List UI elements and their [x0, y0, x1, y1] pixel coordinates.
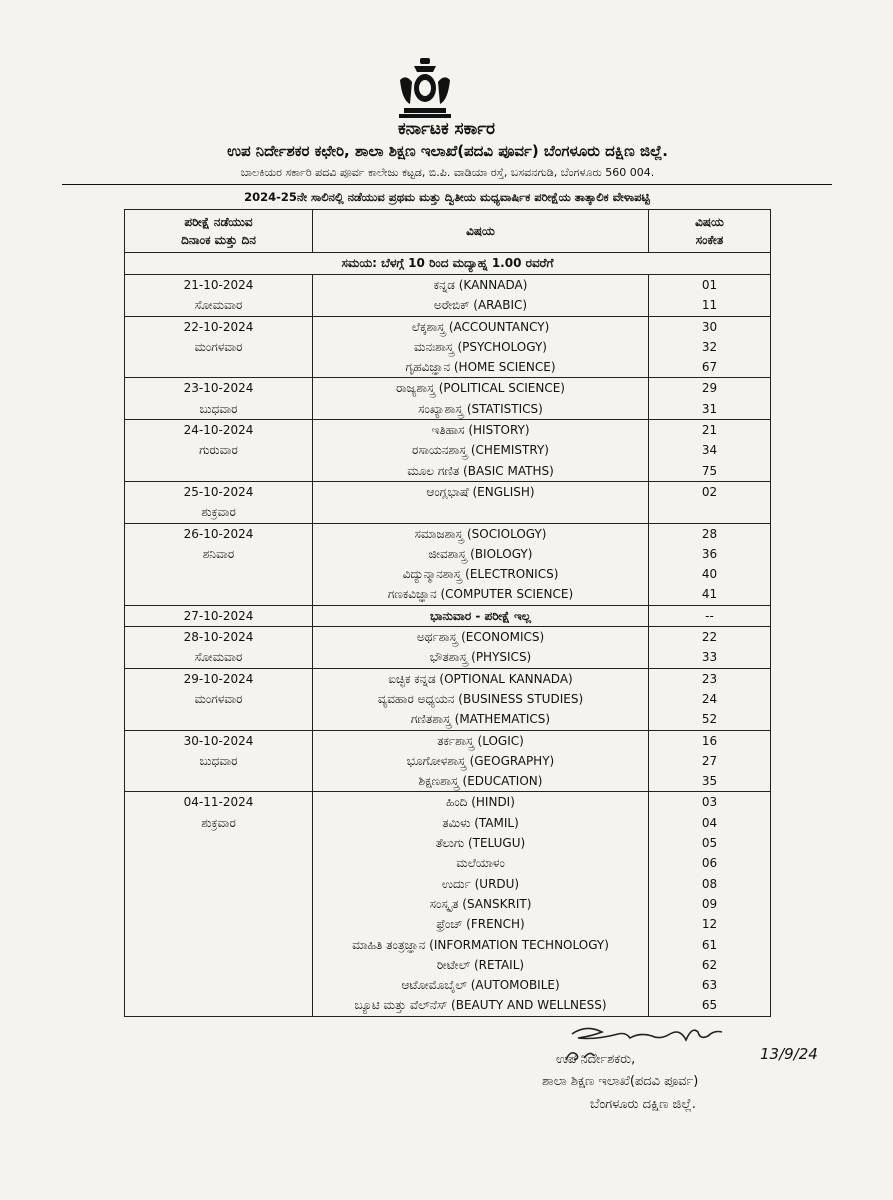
exam-date-cell [125, 316, 313, 378]
government-title: ಕರ್ನಾಟಕ ಸರ್ಕಾರ [397, 119, 496, 139]
subject-code: 08 [701, 876, 718, 891]
table-row [125, 792, 771, 1016]
subject-name: ಮಾಹಿತಿ ತಂತ್ರಜ್ಞಾನ (INFORMATION TECHNOLOGY) [352, 937, 609, 952]
subject-codes-cell [649, 275, 771, 317]
subject-code: 22 [701, 630, 718, 645]
exam-date: 29-10-2024 [183, 671, 254, 686]
subject-codes-cell [649, 627, 771, 669]
code-header-line2: ಸಂಕೇತ [695, 233, 724, 247]
exam-timing: ಸಮಯ: ಬೆಳಗ್ಗೆ 10 ರಿಂದ ಮದ್ಯಾಹ್ನ 1.00 ರವರೆಗೆ [125, 253, 771, 275]
exam-date-cell [125, 730, 313, 792]
exam-day: ಶನಿವಾರ [202, 546, 235, 561]
subject-column-header: ವಿಷಯ [313, 210, 649, 253]
subject-codes-cell [649, 378, 771, 420]
exam-day: ಶುಕ್ರವಾರ [201, 505, 236, 520]
exam-date-cell [125, 420, 313, 482]
exam-date-cell [125, 792, 313, 1016]
subject-code: 06 [701, 856, 718, 871]
subject-code: 01 [701, 278, 718, 292]
subject-code: 04 [701, 815, 718, 830]
subjects-cell [313, 792, 649, 1016]
subject-code: 61 [701, 937, 718, 952]
subject-code: 02 [701, 484, 718, 499]
subject-name: ಅರೇಬಿಕ್ (ARABIC) [433, 298, 528, 313]
exam-date-cell [125, 523, 313, 605]
subject-codes-cell [649, 316, 771, 378]
holiday-note: ಭಾನುವಾರ - ಪರೀಕ್ಷೆ ಇಲ್ಲ [430, 608, 531, 623]
exam-day: ಗುರುವಾರ [199, 443, 238, 458]
exam-day: ಬುಧವಾರ [199, 753, 238, 768]
exam-date: 23-10-2024 [183, 381, 254, 396]
subject-name: ಶಿಕ್ಷಣಶಾಸ್ತ್ರ (EDUCATION) [418, 774, 543, 789]
exam-day: ಮಂಗಳವಾರ [194, 691, 243, 706]
subject-code: 75 [701, 463, 718, 478]
subject-name: ಹಿಂದಿ (HINDI) [446, 795, 515, 810]
table-row [125, 378, 771, 420]
subjects-cell [313, 481, 649, 523]
subject-name: ವಿದ್ಯುನ್ಮಾನಶಾಸ್ತ್ರ (ELECTRONICS) [402, 567, 559, 582]
timing-row [125, 253, 771, 275]
subject-codes-cell [649, 792, 771, 1016]
subject-code: 23 [701, 671, 718, 686]
exam-date: 21-10-2024 [183, 278, 254, 292]
table-row [125, 605, 771, 626]
exam-date: 04-11-2024 [183, 795, 254, 810]
exam-date-cell [125, 627, 313, 669]
header-divider [62, 184, 832, 185]
table-header-row [125, 210, 771, 253]
signatory-designation: ಉಪ ನಿರ್ದೇಶಕರು, [556, 1052, 636, 1067]
exam-date: 25-10-2024 [183, 484, 254, 499]
signatory-department: ಶಾಲಾ ಶಿಕ್ಷಣ ಇಲಾಖೆ(ಪದವಿ ಪೂರ್ವ) [542, 1074, 699, 1089]
exam-day: ಸೋಮವಾರ [194, 650, 243, 665]
exam-date: 27-10-2024 [183, 608, 254, 623]
subject-name: ತೆಲುಗು (TELUGU) [435, 836, 526, 851]
subject-name: ಮಲೆಯಾಳಂ [456, 856, 505, 871]
exam-date-cell [125, 668, 313, 730]
subject-code: 24 [701, 691, 718, 706]
subject-codes-cell [649, 481, 771, 523]
subject-name: ಉರ್ದು (URDU) [441, 876, 520, 891]
subject-name: ಭೌತಶಾಸ್ತ್ರ (PHYSICS) [429, 650, 532, 665]
subject-code: 40 [701, 567, 718, 582]
exam-date: 24-10-2024 [183, 423, 254, 438]
exam-day: ಬುಧವಾರ [199, 401, 238, 416]
code-column-header [649, 210, 771, 253]
subject-name: ಇತಿಹಾಸ (HISTORY) [431, 423, 530, 438]
subject-name: ವ್ಯವಹಾರ ಅಧ್ಯಯನ (BUSINESS STUDIES) [377, 691, 584, 706]
exam-date-cell [125, 481, 313, 523]
subject-code: 30 [701, 319, 718, 334]
subject-name: ಲೆಕ್ಕಶಾಸ್ತ್ರ (ACCOUNTANCY) [411, 319, 550, 334]
table-row [125, 668, 771, 730]
subject-code: 34 [701, 443, 718, 458]
subject-code: 16 [701, 733, 718, 748]
subject-code: 27 [701, 753, 718, 768]
state-emblem-icon [396, 58, 454, 120]
exam-day: ಸೋಮವಾರ [194, 298, 243, 313]
table-row [125, 730, 771, 792]
exam-timetable [124, 209, 771, 1017]
subject-name: ಆಟೋಮೊಬೈಲ್ (AUTOMOBILE) [401, 978, 560, 993]
exam-date-cell [125, 378, 313, 420]
code-header-line1: ವಿಷಯ [695, 215, 724, 229]
subject-name: ಗಣಿತಶಾಸ್ತ್ರ (MATHEMATICS) [410, 712, 551, 727]
table-row [125, 420, 771, 482]
subject-name: ಸಮಾಜಶಾಸ್ತ್ರ (SOCIOLOGY) [414, 526, 547, 541]
subjects-cell [313, 668, 649, 730]
date-column-header [125, 210, 313, 253]
subject-code: 09 [701, 896, 718, 911]
subject-name: ಫ್ರೆಂಚ್ (FRENCH) [436, 917, 525, 932]
subject-code: 28 [701, 526, 718, 541]
subject-name: ರಸಾಯನಶಾಸ್ತ್ರ (CHEMISTRY) [412, 443, 549, 458]
office-title: ಉಪ ನಿರ್ದೇಶಕರ ಕಛೇರಿ, ಶಾಲಾ ಶಿಕ್ಷಣ ಇಲಾಖೆ(ಪದವಿ ಪೂರ್ವ) ಬೆಂಗಳೂರು ದಕ್ಷಿಣ ಜಿಲ್ಲೆ. [227, 142, 668, 160]
table-row [125, 275, 771, 317]
subject-codes-cell [649, 730, 771, 792]
subject-name: ತರ್ಕಶಾಸ್ತ್ರ (LOGIC) [437, 733, 524, 748]
subject-name: ರೀಟೇಲ್ (RETAIL) [436, 957, 525, 972]
subjects-cell [313, 378, 649, 420]
date-header-line1: ಪರೀಕ್ಷೆ ನಡೆಯುವ [184, 215, 253, 229]
subject-code: 21 [701, 423, 718, 438]
subject-name: ಆಂಗ್ಲಭಾಷೆ (ENGLISH) [426, 484, 535, 499]
subject-code: 52 [701, 712, 718, 727]
subject-name: ಕನ್ನಡ (KANNADA) [433, 278, 528, 292]
subject-code: 12 [701, 917, 718, 932]
subject-codes-cell [649, 605, 771, 626]
subject-code: 65 [701, 998, 718, 1013]
subjects-cell [313, 275, 649, 317]
subject-name: ಮನಃಶಾಸ್ತ್ರ (PSYCHOLOGY) [414, 339, 547, 354]
subject-code: 03 [701, 795, 718, 810]
office-address: ಬಾಲಕಿಯರ ಸರ್ಕಾರಿ ಪದವಿ ಪೂರ್ವ ಕಾಲೇಜು ಕಟ್ಟಡ, ಬಿ.ಪಿ. ವಾಡಿಯಾ ರಸ್ತೆ, ಬಸವನಗುಡಿ, ಬೆಂಗಳೂರು 560 004. [240, 166, 655, 179]
notice-title: 2024-25ನೇ ಸಾಲಿನಲ್ಲಿ ನಡೆಯುವ ಪ್ರಥಮ ಮತ್ತು ದ್ವಿತೀಯ ಮಧ್ಯವಾರ್ಷಿಕ ಪರೀಕ್ಷೆಯ ತಾತ್ಕಾಲಿಕ ವೇಳಾಪಟ್ಟಿ [244, 190, 650, 204]
subject-code: 05 [701, 836, 718, 851]
subjects-cell [313, 605, 649, 626]
table-row [125, 523, 771, 605]
subject-name: ಮೂಲ ಗಣಿತ (BASIC MATHS) [407, 463, 554, 478]
subject-code: 63 [701, 978, 718, 993]
exam-date: 30-10-2024 [183, 733, 254, 748]
subject-code: -- [705, 608, 714, 623]
exam-date-cell [125, 275, 313, 317]
subject-code: 35 [701, 774, 718, 789]
subject-name: ಸಂಸ್ಕೃತ (SANSKRIT) [429, 896, 532, 911]
subject-code: 31 [701, 401, 718, 416]
subject-name: ಭೂಗೋಳಶಾಸ್ತ್ರ (GEOGRAPHY) [406, 753, 555, 768]
subject-name: ಐಚ್ಛಿಕ ಕನ್ನಡ (OPTIONAL KANNADA) [388, 671, 573, 686]
table-row [125, 481, 771, 523]
subject-code: 32 [701, 339, 718, 354]
subject-name: ಜೀವಶಾಸ್ತ್ರ (BIOLOGY) [428, 546, 533, 561]
exam-date: 22-10-2024 [183, 319, 254, 334]
signatory-district: ಬೆಂಗಳೂರು ದಕ್ಷಿಣ ಜಿಲ್ಲೆ. [590, 1097, 696, 1112]
subject-name: ರಾಜ್ಯಶಾಸ್ತ್ರ (POLITICAL SCIENCE) [396, 381, 565, 396]
signature-date: 13/9/24 [760, 1045, 818, 1063]
date-header-line2: ದಿನಾಂಕ ಮತ್ತು ದಿನ [181, 233, 256, 247]
subjects-cell [313, 627, 649, 669]
exam-date-cell [125, 605, 313, 626]
exam-day: ಮಂಗಳವಾರ [194, 339, 243, 354]
subject-code: 36 [701, 546, 718, 561]
subjects-cell [313, 730, 649, 792]
subject-code: 33 [701, 650, 718, 665]
subject-codes-cell [649, 668, 771, 730]
subject-codes-cell [649, 420, 771, 482]
exam-date: 28-10-2024 [183, 630, 254, 645]
subject-code: 29 [701, 381, 718, 396]
subject-code: 67 [701, 360, 718, 375]
table-row [125, 627, 771, 669]
exam-day: ಶುಕ್ರವಾರ [201, 815, 236, 830]
subjects-cell [313, 523, 649, 605]
subjects-cell [313, 316, 649, 378]
subjects-cell [313, 420, 649, 482]
subject-name: ಸಂಖ್ಯಾಶಾಸ್ತ್ರ (STATISTICS) [418, 401, 543, 416]
subject-code: 11 [701, 298, 718, 313]
subject-name: ತಮಿಳು (TAMIL) [442, 815, 519, 830]
exam-date: 26-10-2024 [183, 526, 254, 541]
table-row [125, 316, 771, 378]
subject-codes-cell [649, 523, 771, 605]
subject-name: ಗೃಹವಿಜ್ಞಾನ (HOME SCIENCE) [405, 360, 556, 375]
subject-code: 62 [701, 957, 718, 972]
subject-code: 41 [701, 587, 718, 602]
subject-name: ಗಣಕವಿಜ್ಞಾನ (COMPUTER SCIENCE) [387, 587, 574, 602]
subject-name: ಬ್ಯೂಟಿ ಮತ್ತು ವೆಲ್‌ನೆಸ್ (BEAUTY AND WELLNESS) [354, 998, 607, 1013]
subject-name: ಅರ್ಥಶಾಸ್ತ್ರ (ECONOMICS) [416, 630, 545, 645]
